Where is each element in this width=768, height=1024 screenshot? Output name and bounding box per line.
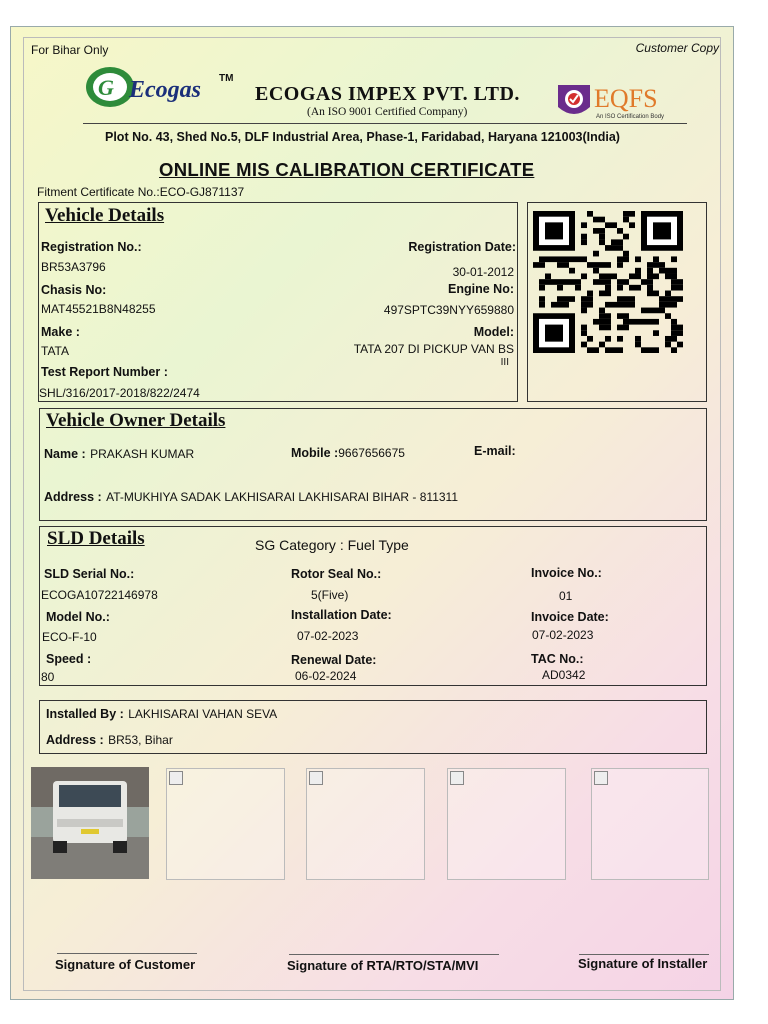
owner-details-title: Vehicle Owner Details <box>46 410 226 431</box>
sg-category: SG Category : Fuel Type <box>255 537 409 553</box>
customer-signature-line <box>57 953 197 954</box>
qr-code <box>533 211 683 353</box>
rotor-seal-label: Rotor Seal No.: <box>291 567 382 581</box>
eqfs-shield-icon <box>556 81 686 123</box>
owner-mobile-row <box>291 444 405 462</box>
logo-wordmark: Ecogas <box>129 77 201 103</box>
model-value: TATA 207 DI PICKUP VAN BS <box>353 342 514 356</box>
chasis-no-value: MAT45521B8N48255 <box>41 302 156 316</box>
rta-signature-line <box>289 954 499 955</box>
registration-no-value: BR53A3796 <box>41 260 106 274</box>
owner-mobile-value: 9667656675 <box>338 446 405 460</box>
tac-no-value: AD0342 <box>542 668 586 682</box>
invoice-no-label: Invoice No.: <box>531 566 602 580</box>
vehicle-photo <box>31 767 149 879</box>
registration-date-label: Registration Date: <box>408 240 516 254</box>
iso-text: (An ISO 9001 Certified Company) <box>307 106 468 118</box>
header-divider <box>83 123 687 124</box>
installer-signature-line <box>579 954 709 955</box>
speed-value: 80 <box>41 670 55 684</box>
sld-model-label: Model No.: <box>46 610 110 624</box>
photo-placeholder-2 <box>306 768 425 880</box>
for-bihar-only: For Bihar Only <box>31 43 109 57</box>
company-name: ECOGAS IMPEX PVT. LTD. <box>255 83 520 105</box>
customer-signature-label: Signature of Customer <box>55 957 196 972</box>
qr-code-icon <box>533 211 683 353</box>
owner-name-value: PRAKASH KUMAR <box>90 447 195 461</box>
test-report-value: SHL/316/2017-2018/822/2474 <box>39 386 200 400</box>
test-report-label: Test Report Number : <box>41 365 168 379</box>
photo-placeholder-3 <box>447 768 566 880</box>
logo-tm: TM <box>219 73 234 84</box>
broken-image-icon <box>594 771 608 785</box>
eqfs-logo <box>556 81 686 123</box>
installer-signature-label: Signature of Installer <box>578 956 708 971</box>
engine-no-label: Engine No: <box>448 282 514 296</box>
owner-address-label: Address : <box>44 490 102 504</box>
fitment-certificate <box>37 185 244 199</box>
photo-placeholder-4 <box>591 768 709 880</box>
broken-image-icon <box>169 771 183 785</box>
vehicle-details-title: Vehicle Details <box>45 205 165 226</box>
vehicle-photo-image <box>31 767 149 879</box>
make-label: Make : <box>41 325 80 339</box>
installation-date-value: 07-02-2023 <box>297 629 359 643</box>
certificate-page <box>10 26 734 1000</box>
broken-image-icon <box>309 771 323 785</box>
installer-address-value: BR53, Bihar <box>108 733 173 747</box>
registration-date-value: 30-01-2012 <box>452 265 514 279</box>
installation-date-label: Installation Date: <box>291 608 392 622</box>
registration-no-label: Registration No.: <box>41 240 142 254</box>
customer-copy-label: Customer Copy <box>635 41 719 55</box>
owner-mobile-label: Mobile : <box>291 446 339 460</box>
make-value: TATA <box>41 344 69 358</box>
model-value-cont: III <box>500 357 509 368</box>
renewal-date-value: 06-02-2024 <box>295 669 357 683</box>
company-address: Plot No. 43, Shed No.5, DLF Industrial Area, Phase-1, Faridabad, Haryana 121003(India) <box>105 130 620 144</box>
owner-address-value: AT-MUKHIYA SADAK LAKHISARAI LAKHISARAI BIHAR - 811311 <box>106 490 459 504</box>
owner-address-row <box>44 488 458 506</box>
sld-model-value: ECO-F-10 <box>42 630 97 644</box>
ecogas-logo-icon <box>85 65 235 111</box>
rta-signature-label: Signature of RTA/RTO/STA/MVI <box>287 958 479 973</box>
sld-serial-label: SLD Serial No.: <box>44 567 135 581</box>
ecogas-logo <box>85 65 235 111</box>
renewal-date-label: Renewal Date: <box>291 653 377 667</box>
sld-details-title: SLD Details <box>47 528 145 549</box>
engine-no-value: 497SPTC39NYY659880 <box>383 303 514 317</box>
rotor-seal-value: 5(Five) <box>311 588 349 602</box>
chasis-no-label: Chasis No: <box>41 283 107 297</box>
certificate-title: ONLINE MIS CALIBRATION CERTIFICATE <box>159 159 535 180</box>
owner-name-label: Name : <box>44 447 86 461</box>
installed-by-value: LAKHISARAI VAHAN SEVA <box>128 707 278 721</box>
broken-image-icon <box>450 771 464 785</box>
model-label: Model: <box>473 325 514 339</box>
installed-by-row <box>46 705 277 723</box>
sld-serial-value: ECOGA10722146978 <box>41 588 158 602</box>
installer-address-label: Address : <box>46 733 104 747</box>
owner-email-label: E-mail: <box>474 444 516 458</box>
svg-text:G: G <box>98 75 114 100</box>
tac-no-label: TAC No.: <box>531 652 584 666</box>
fitment-value: ECO-GJ871137 <box>159 185 245 199</box>
speed-label: Speed : <box>46 652 92 666</box>
invoice-date-value: 07-02-2023 <box>532 628 594 642</box>
photo-placeholder-1 <box>166 768 285 880</box>
invoice-no-value: 01 <box>559 589 573 603</box>
eqfs-wordmark: EQFS <box>594 84 658 113</box>
eqfs-subtext: An ISO Certification Body <box>596 114 665 120</box>
owner-name-row <box>44 445 194 463</box>
installed-by-label: Installed By : <box>46 707 124 721</box>
installer-address-row <box>46 731 173 749</box>
invoice-date-label: Invoice Date: <box>531 610 609 624</box>
fitment-label: Fitment Certificate No.: <box>37 185 160 199</box>
